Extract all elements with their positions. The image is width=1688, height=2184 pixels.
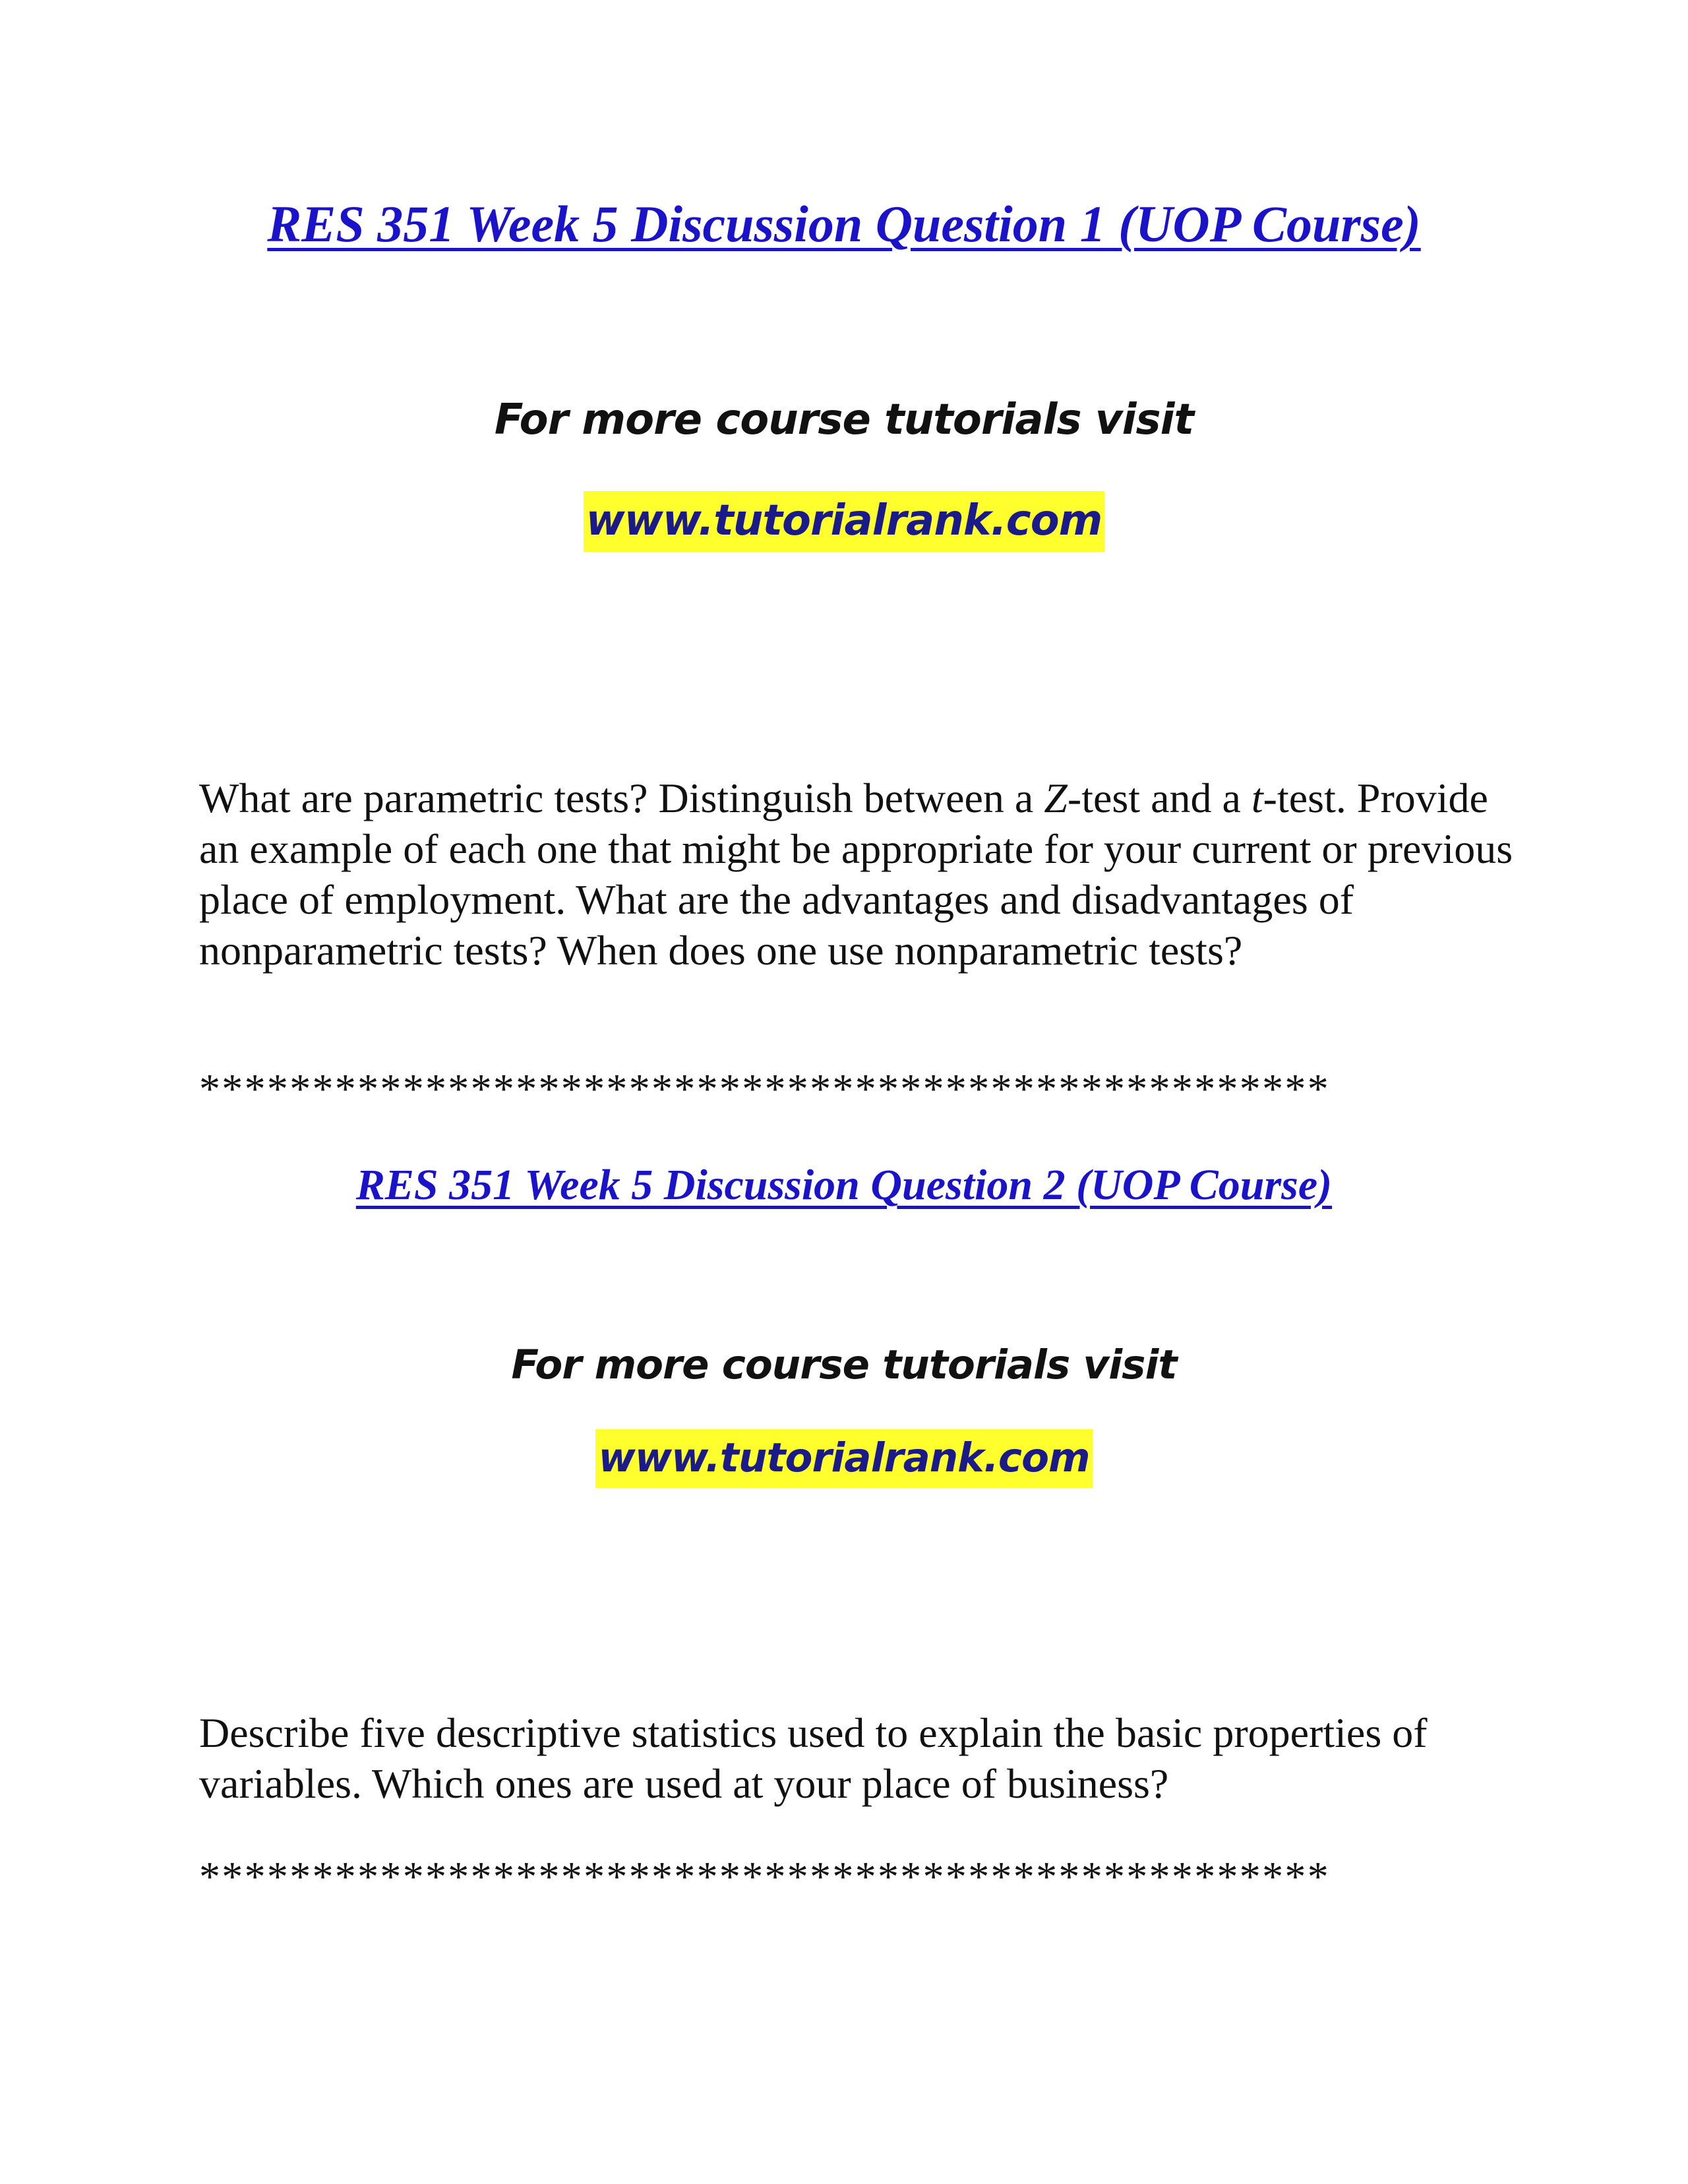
section1-body-part2: -test and a: [1067, 775, 1251, 821]
section1-body-part1: What are parametric tests? Distinguish between a: [199, 775, 1044, 821]
section2-title-link[interactable]: RES 351 Week 5 Discussion Question 2 (UOP Course): [355, 1161, 1333, 1209]
section2-site-row: [0, 1429, 1688, 1488]
section1-visit-label: For more course tutorials visit: [494, 396, 1194, 444]
section2-body-paragraph: Describe five descriptive statistics used to explain the basic properties of variables. Which ones are used at your place of business?: [199, 1709, 1428, 1807]
section1-site-row: [0, 491, 1688, 552]
section1-body-part3: -test. Provide an example of each one that might be appropriate for your current or previous place of employment. What are the advantages and disadvantages of nonparametric tests? When does one use nonparametric tests?: [199, 775, 1513, 974]
section2-site-link[interactable]: www.tutorialrank.com: [595, 1429, 1092, 1488]
section1-separator: **************************************************: [199, 1065, 1330, 1112]
section1-title-link[interactable]: RES 351 Week 5 Discussion Question 1 (UOP Course): [267, 195, 1421, 252]
section2-separator: **************************************************: [199, 1853, 1330, 1900]
section1-visit-row: [0, 396, 1688, 444]
section1-heading-row: [0, 194, 1688, 254]
section2-heading-row: [0, 1160, 1688, 1210]
section2-visit-row: [0, 1342, 1688, 1389]
section1-body-z: Z: [1044, 775, 1068, 821]
section1-body-t: t: [1251, 775, 1263, 821]
section1-site-link[interactable]: www.tutorialrank.com: [584, 491, 1105, 552]
section2-visit-label: For more course tutorials visit: [511, 1342, 1177, 1388]
section1-body-paragraph: [199, 773, 1518, 976]
